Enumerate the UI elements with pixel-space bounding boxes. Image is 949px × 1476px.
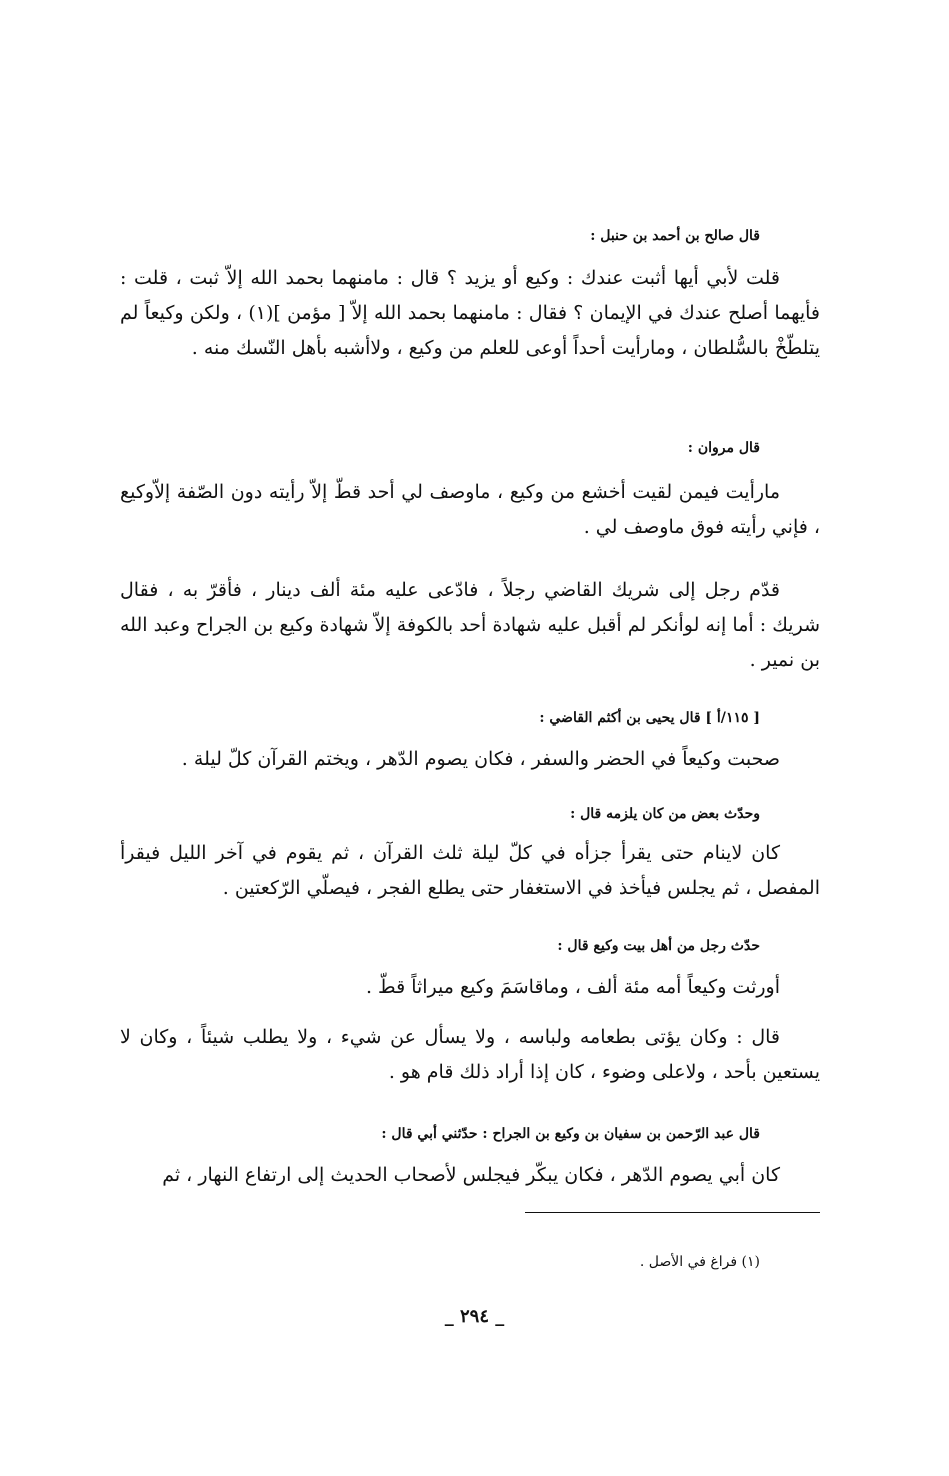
paragraph-companion: كان لاينام حتى يقرأ جزأه في كلّ ليلة ثلث القرآن ، ثم يقوم في آخر الليل فيقرأ المفصل ، ثم يجلس فيأخذ في الاستغفار حتى يطلع الفجر ، فيصلّي الرّكعتين . xyxy=(120,842,820,899)
paragraph-saleh: قلت لأبي أيها أثبت عندك : وكيع أو يزيد ؟ قال : مامنهما بحمد الله إلاّ ثبت ، قلت : فأيهما أصلح عندك في الإيمان ؟ فقال : مامنهما بحمد الله إلاّ [ مؤمن ](١) ، ولكن وكيعاً لم يتلطّخْ بالسُّلطان ، ومارأيت أحداً أوعى للعلم من وكيع ، ولاأشبه بأهل النّسك منه . xyxy=(120,267,821,359)
heading-household: حدّث رجل من أهل بيت وكيع قال : xyxy=(557,938,760,954)
heading-abdulrahman: قال عبد الرّحمن بن سفيان بن وكيع بن الجراح : حدّثني أبي قال : xyxy=(381,1126,760,1142)
paragraph-sharik: قدّم رجل إلى شريك القاضي رجلاً ، فادّعى عليه مئة ألف دينار ، فأقرّ به ، فقال شريك : أما إنه لوأنكر لم أقبل عليه شهادة أحد بالكوفة إلاّ شهادة وكيع بن الجراح وعبد الله بن نمير . xyxy=(120,579,820,671)
heading-saleh: قال صالح بن أحمد بن حنبل : xyxy=(590,228,760,244)
paragraph-household: أورثت وكيعاً أمه مئة ألف ، وماقاسَمَ وكيع ميراثاً قطّ . xyxy=(365,976,780,998)
heading-companion: وحدّث بعض من كان يلزمه قال : xyxy=(570,806,760,822)
page xyxy=(120,0,820,1476)
paragraph-abdulrahman: كان أبي يصوم الدّهر ، فكان يبكّر فيجلس لأصحاب الحديث إلى ارتفاع النهار ، ثم xyxy=(162,1164,780,1186)
footnote: (١) فراغ في الأصل . xyxy=(639,1254,760,1270)
heading-marwan: قال مروان : xyxy=(687,440,760,456)
paragraph-habits: قال : وكان يؤتى بطعامه ولباسه ، ولا يسأل عن شيء ، ولا يطلب شيئاً ، وكان لا يستعين بأحد ، ولاعلى وضوء ، كان إذا أراد ذلك قام هو . xyxy=(120,1026,820,1083)
paragraph-marwan: مارأيت فيمن لقيت أخشع من وكيع ، ماوصف لي أحد قطّ إلاّ رأيته دون الصّفة إلاّوكيع ، فإني رأيته فوق ماوصف لي . xyxy=(120,481,820,538)
page-number: _ ٢٩٤ _ xyxy=(444,1306,505,1327)
heading-yahya: [ ١١٥/أ ] قال يحيى بن أكثم القاضي : xyxy=(539,710,760,726)
footnote-divider xyxy=(525,1212,820,1213)
paragraph-yahya: صحبت وكيعاً في الحضر والسفر ، فكان يصوم الدّهر ، ويختم القرآن كلّ ليلة . xyxy=(181,748,780,770)
